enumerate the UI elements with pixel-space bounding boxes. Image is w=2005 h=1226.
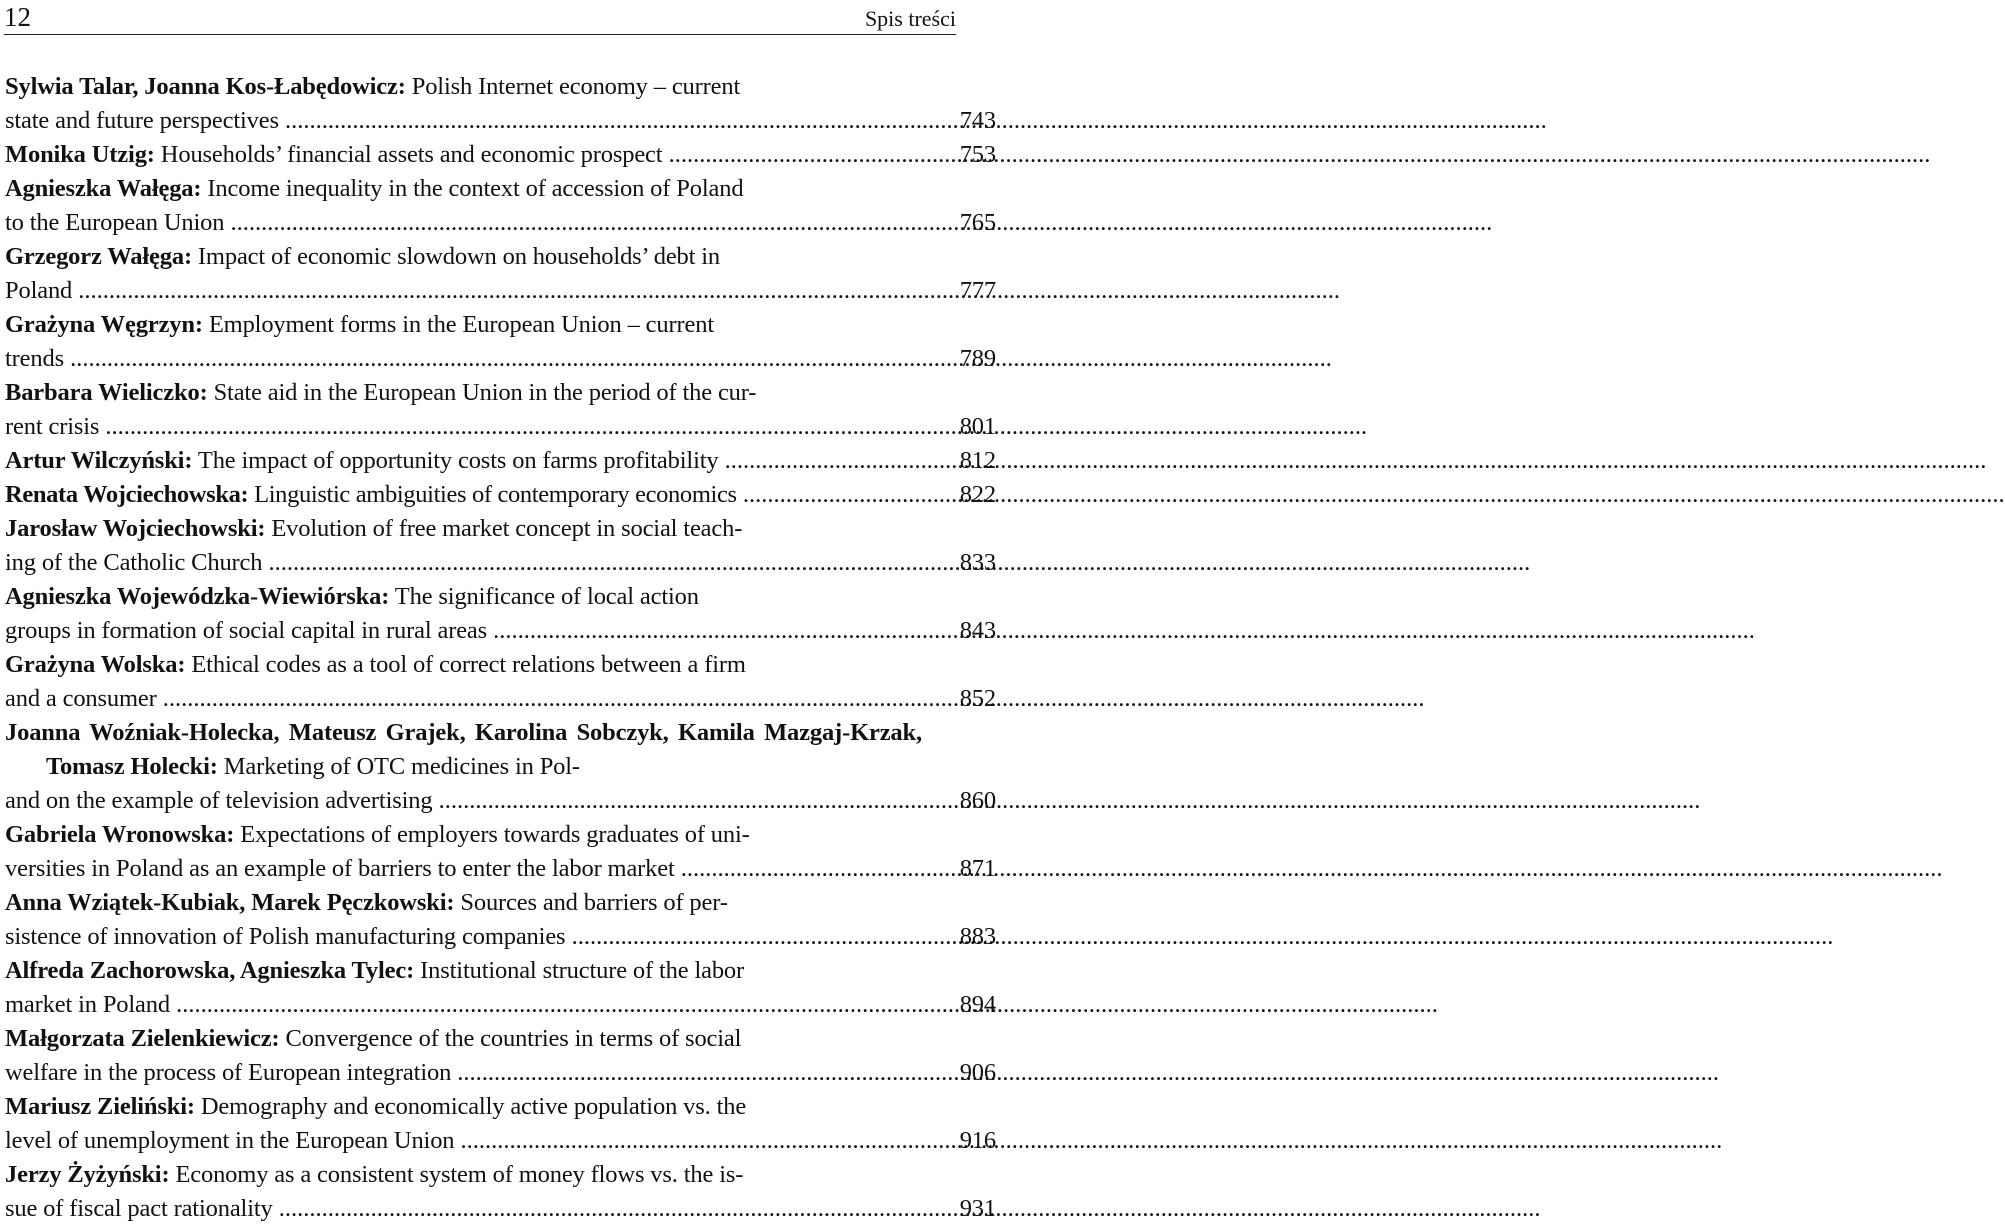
entry-title-lead: Employment forms in the European Union – current (202, 311, 714, 338)
entry-authors: Sylwia Talar, Joanna Kos-Łabędowicz: (5, 73, 406, 100)
entry-title-lead: Demography and economically active population vs. the (194, 1093, 747, 1120)
entry-title-tail: Poland ..... (46, 274, 922, 308)
toc-entry[interactable] (5, 716, 996, 818)
table-of-contents (5, 70, 996, 1226)
entry-page-number: 852 (959, 685, 996, 712)
entry-title-lead: Institutional structure of the labor (414, 957, 745, 984)
entry-page-number: 894 (959, 991, 996, 1018)
entry-title-tail: to the European Union ..... (46, 206, 922, 240)
entry-authors: Joanna Woźniak-Holecka, Mateusz Grajek, Karolina Sobczyk, Kamila Mazgaj-Krzak, Tomasz Holecki: (5, 719, 922, 780)
entry-title-tail: welfare in the process of European integration ..... (46, 1056, 922, 1090)
entry-title-tail: and a consumer ..... (46, 682, 922, 716)
entry-title-lead: State aid in the European Union in the period of the cur- (207, 379, 757, 406)
toc-entry[interactable] (5, 580, 996, 648)
entry-page-number: 743 (959, 107, 996, 134)
entry-title-tail: versities in Poland as an example of barriers to enter the labor market ..... (46, 852, 922, 886)
page-header (4, 0, 956, 35)
toc-entry[interactable] (5, 308, 996, 376)
entry-title-lead: Polish Internet economy – current (405, 73, 741, 100)
entry-page-number: 906 (959, 1059, 996, 1086)
running-title: Spis treści (864, 6, 956, 31)
entry-authors: Grażyna Wolska: (5, 651, 186, 678)
entry-title-lead: Income inequality in the context of accession of Poland (201, 175, 744, 202)
entry-authors: Mariusz Zieliński: (5, 1093, 195, 1120)
entry-authors: Grzegorz Wałęga: (5, 243, 192, 270)
toc-entry[interactable] (5, 138, 996, 172)
entry-page-number: 812 (959, 447, 996, 474)
entry-title-tail: rent crisis ..... (46, 410, 922, 444)
entry-page-number: 916 (959, 1127, 996, 1154)
entry-authors: Grażyna Węgrzyn: (5, 311, 203, 338)
entry-page-number: 860 (959, 787, 996, 814)
entry-title-lead: Evolution of free market concept in social teach- (265, 515, 743, 542)
toc-entry[interactable] (5, 886, 996, 954)
entry-title-tail: Linguistic ambiguities of contemporary economics (254, 481, 737, 508)
entry-page-number: 931 (959, 1195, 996, 1222)
entry-authors: Jarosław Wojciechowski: (5, 515, 266, 542)
entry-page-number: 753 (959, 141, 996, 168)
toc-entry[interactable] (5, 444, 996, 478)
entry-page-number: 833 (959, 549, 996, 576)
entry-page-number: 843 (959, 617, 996, 644)
entry-title-tail: ing of the Catholic Church ..... (46, 546, 922, 580)
entry-title-lead: Convergence of the countries in terms of social (279, 1025, 742, 1052)
entry-title-tail: trends ..... (46, 342, 922, 376)
entry-authors: Alfreda Zachorowska, Agnieszka Tylec: (5, 957, 415, 984)
entry-authors: Barbara Wieliczko: (5, 379, 208, 406)
entry-page-number: 871 (959, 855, 996, 882)
toc-entry[interactable] (5, 70, 996, 138)
entry-title-lead: Sources and barriers of per- (454, 889, 728, 916)
entry-authors: Małgorzata Zielenkiewicz: (5, 1025, 280, 1052)
entry-authors: Monika Utzig: (5, 141, 155, 168)
toc-entry[interactable] (5, 376, 996, 444)
toc-entry[interactable] (5, 240, 996, 308)
toc-entry[interactable] (5, 954, 996, 1022)
page-number: 12 (4, 2, 31, 32)
entry-page-number: 801 (959, 413, 996, 440)
toc-entry[interactable] (5, 512, 996, 580)
entry-title-tail: sue of fiscal pact rationality ..... (46, 1192, 922, 1226)
entry-title-tail: state and future perspectives ..... (46, 104, 922, 138)
entry-title-tail: The impact of opportunity costs on farms profitability (197, 447, 719, 474)
entry-authors: Jerzy Żyżyński: (5, 1161, 170, 1188)
entry-title-lead: Expectations of employers towards graduates of uni- (234, 821, 750, 848)
entry-single-line (5, 138, 922, 172)
entry-page-number: 777 (959, 277, 996, 304)
entry-page-number: 822 (959, 481, 996, 508)
entry-title-lead: Economy as a consistent system of money flows vs. the is- (169, 1161, 744, 1188)
entry-page-number: 765 (959, 209, 996, 236)
entry-page-number: 883 (959, 923, 996, 950)
entry-authors: Renata Wojciechowska: (5, 481, 249, 508)
entry-single-line (5, 478, 922, 512)
document-page (0, 0, 996, 1222)
entry-authors: Agnieszka Wojewódzka-Wiewiórska: (5, 583, 390, 610)
entry-title-tail: and on the example of television advertising ..... (46, 784, 922, 818)
entry-page-number: 789 (959, 345, 996, 372)
toc-entry[interactable] (5, 1158, 996, 1226)
toc-entry[interactable] (5, 172, 996, 240)
toc-entry[interactable] (5, 648, 996, 716)
entry-title-lead: Ethical codes as a tool of correct relations between a firm (185, 651, 746, 678)
entry-title-tail: sistence of innovation of Polish manufacturing companies ..... (46, 920, 922, 954)
entry-authors: Agnieszka Wałęga: (5, 175, 202, 202)
entry-authors: Gabriela Wronowska: (5, 821, 235, 848)
entry-authors: Artur Wilczyński: (5, 447, 193, 474)
entry-title-tail: market in Poland ..... (46, 988, 922, 1022)
entry-title-tail: level of unemployment in the European Union ..... (46, 1124, 922, 1158)
toc-entry[interactable] (5, 1022, 996, 1090)
entry-title-lead: Marketing of OTC medicines in Pol- (217, 753, 580, 780)
toc-entry[interactable] (5, 1090, 996, 1158)
entry-single-line (5, 444, 922, 478)
entry-authors: Anna Wziątek-Kubiak, Marek Pęczkowski: (5, 889, 455, 916)
entry-title-lead: The significance of local action (389, 583, 699, 610)
toc-entry[interactable] (5, 478, 996, 512)
entry-title-tail: Households’ financial assets and economic prospect (160, 141, 663, 168)
entry-title-lead: Impact of economic slowdown on households’ debt in (191, 243, 721, 270)
toc-entry[interactable] (5, 818, 996, 886)
entry-title-tail: groups in formation of social capital in rural areas ..... (46, 614, 922, 648)
